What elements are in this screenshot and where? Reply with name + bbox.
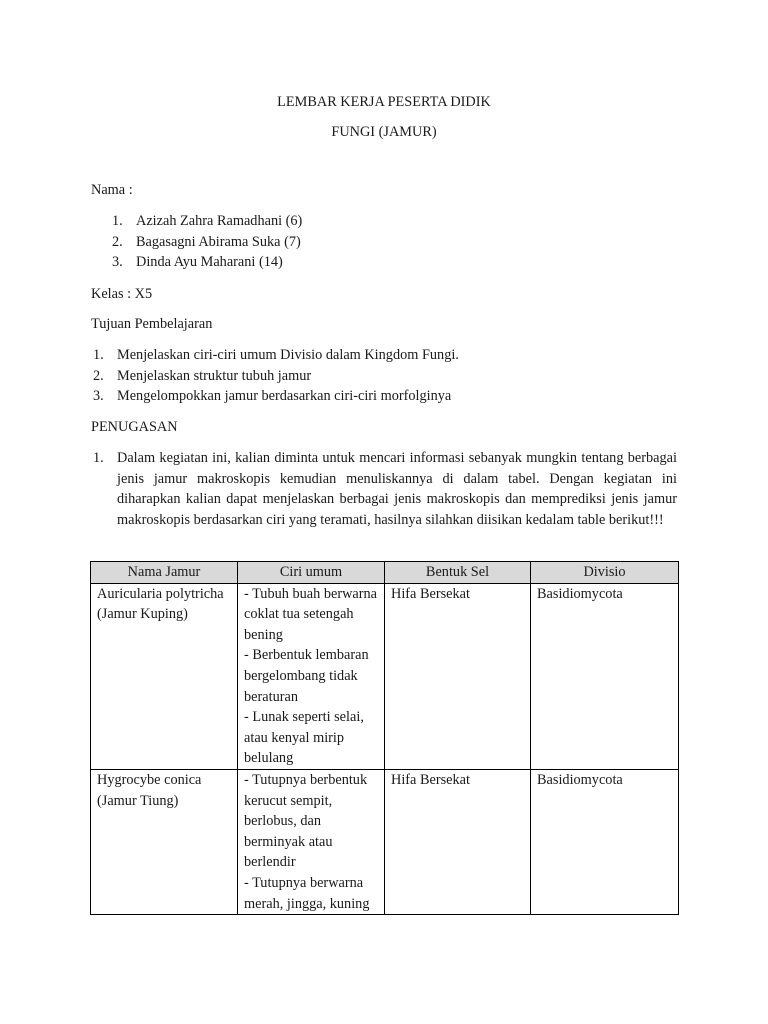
member-name: Azizah Zahra Ramadhani (6) (136, 213, 303, 229)
ciri-line: - Tubuh buah berwarna coklat tua setengah bening (244, 585, 378, 643)
task-text: Dalam kegiatan ini, kalian diminta untuk mencari informasi sebanyak mungkin tentang berbagai jenis jamur makroskopis kemudian menuliskannya di dalam tabel. Dengan kegiatan ini diharapkan kalian dapat menjelaskan berbagai jenis makroskopis dan memprediksi jenis jamur makroskopis berdasarkan ciri yang teramati, hasilnya silahkan diisikan kedalam table berikut!!! (117, 450, 677, 528)
penugasan-heading: PENUGASAN (91, 419, 178, 435)
table-row (91, 769, 679, 914)
list-item (112, 232, 302, 253)
cell-ciri (238, 583, 385, 769)
list-number: 1. (93, 450, 104, 466)
list-item (112, 211, 302, 232)
table-row (91, 583, 679, 769)
cell-bentuk: Hifa Bersekat (385, 583, 531, 769)
cell-nama: Auricularia polytricha (Jamur Kuping) (91, 583, 238, 769)
ciri-line: - Berbentuk lembaran bergelombang tidak beraturan (244, 647, 369, 705)
ciri-line: - Lunak seperti selai, atau kenyal mirip belulang (244, 709, 364, 767)
list-item (93, 345, 459, 366)
cell-divisio: Basidiomycota (531, 583, 679, 769)
column-header: Divisio (531, 562, 679, 584)
column-header: Ciri umum (238, 562, 385, 584)
task-item (93, 448, 677, 530)
list-number: 1. (112, 213, 123, 229)
member-list (112, 211, 302, 273)
list-number: 3. (93, 388, 104, 405)
member-name: Dinda Ayu Maharani (14) (136, 254, 283, 271)
kelas-line: Kelas : X5 (91, 286, 153, 302)
list-item (93, 386, 459, 407)
list-number: 2. (93, 367, 104, 384)
ciri-line: - Tutupnya berwarna merah, jingga, kuning (244, 874, 370, 912)
list-number: 2. (112, 233, 123, 250)
cell-bentuk: Hifa Bersekat (385, 769, 531, 914)
document-title: LEMBAR KERJA PESERTA DIDIK (277, 94, 491, 110)
goal-list (93, 345, 459, 407)
cell-nama: Hygrocybe conica (Jamur Tiung) (91, 769, 238, 914)
column-header: Bentuk Sel (385, 562, 531, 584)
list-item (93, 366, 459, 387)
tujuan-heading: Tujuan Pembelajaran (91, 316, 213, 332)
goal-text: Menjelaskan ciri-ciri umum Divisio dalam Kingdom Fungi. (117, 347, 459, 363)
goal-text: Mengelompokkan jamur berdasarkan ciri-ciri morfolginya (117, 388, 452, 405)
table-header-row (91, 562, 679, 584)
cell-divisio: Basidiomycota (531, 769, 679, 914)
fungi-table (90, 561, 679, 915)
list-number: 1. (93, 347, 104, 363)
ciri-line: - Tutupnya berbentuk kerucut sempit, berlobus, dan berminyak atau berlendir (244, 771, 368, 871)
nama-label: Nama : (91, 182, 133, 198)
cell-ciri (238, 769, 385, 914)
member-name: Bagasagni Abirama Suka (7) (136, 233, 301, 250)
list-number: 3. (112, 254, 123, 271)
list-item (112, 252, 302, 273)
column-header: Nama Jamur (91, 562, 238, 584)
goal-text: Menjelaskan struktur tubuh jamur (117, 367, 312, 384)
document-subtitle: FUNGI (JAMUR) (331, 124, 437, 140)
